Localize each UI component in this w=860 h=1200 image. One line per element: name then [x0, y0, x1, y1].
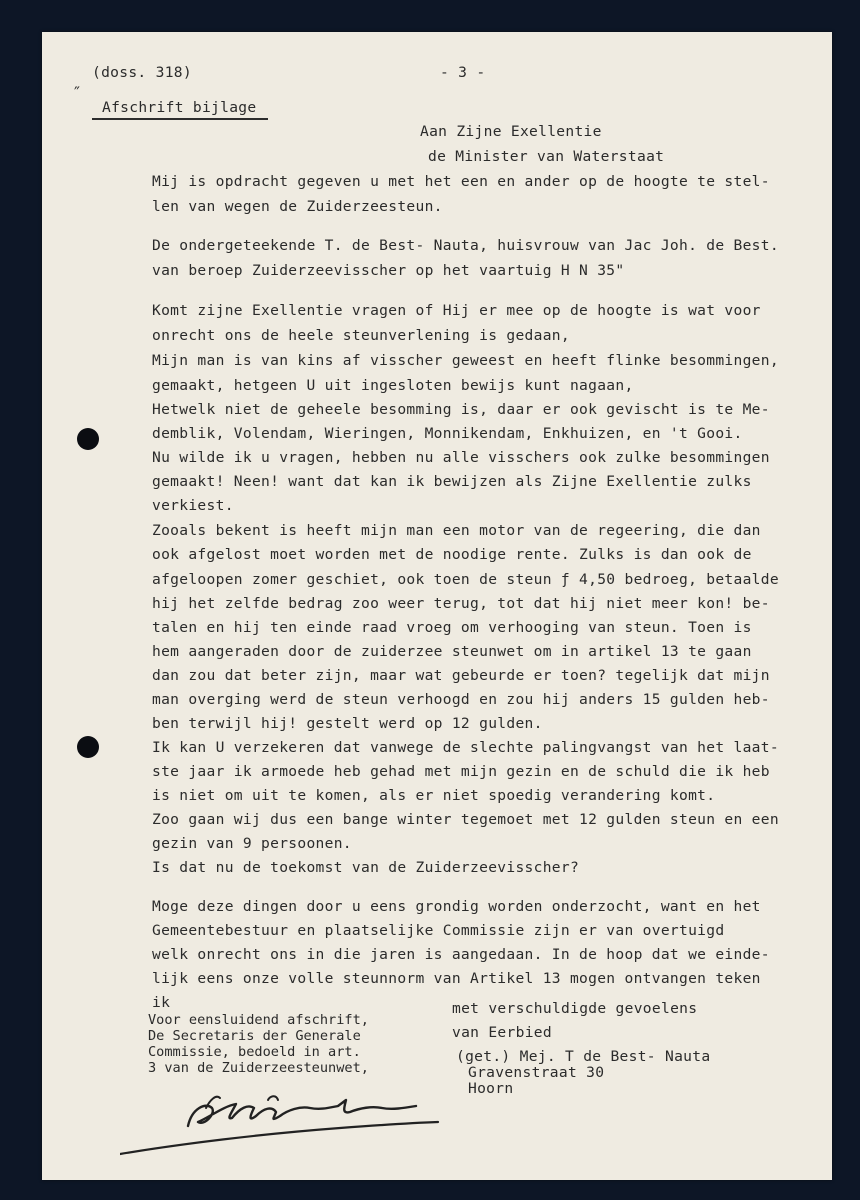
body-line: ste jaar ik armoede heb gehad met mijn gezin en de schuld die ik heb — [152, 763, 770, 780]
body-line: lijk eens onze volle steunnorm van Artikel 13 mogen ontvangen teken — [152, 970, 761, 987]
body-line: hij het zelfde bedrag zoo weer terug, tot dat hij niet meer kon! be- — [152, 595, 770, 612]
body-line: afgeloopen zomer geschiet, ook toen de steun ƒ 4,50 bedroeg, betaalde — [152, 571, 779, 588]
body-line: Mijn man is van kins af visscher geweest en heeft flinke besommingen, — [152, 352, 779, 369]
body-line: gemaakt, hetgeen U uit ingesloten bewijs kunt nagaan, — [152, 377, 634, 394]
body-line: talen en hij ten einde raad vroeg om verhooging van steun. Toen is — [152, 619, 752, 636]
body-line: onrecht ons de heele steunverlening is gedaan, — [152, 327, 570, 344]
closing-line-2: van Eerbied — [452, 1024, 552, 1041]
body-line: hem aangeraden door de zuiderzee steunwet om in artikel 13 te gaan — [152, 643, 752, 660]
body-line: gezin van 9 persoonen. — [152, 835, 352, 852]
certification-line-4: 3 van de Zuiderzeesteunwet, — [148, 1060, 369, 1076]
body-line: ook afgelost moet worden met de noodige rente. Zulks is dan ook de — [152, 546, 752, 563]
punch-hole-bottom — [77, 736, 99, 758]
body-line: Mij is opdracht gegeven u met het een en ander op de hoogte te stel- — [152, 173, 770, 190]
body-line: Ik kan U verzekeren dat vanwege de slechte palingvangst van het laat- — [152, 739, 779, 756]
body-line: Is dat nu de toekomst van de Zuiderzeevisscher? — [152, 859, 580, 876]
body-line: Nu wilde ik u vragen, hebben nu alle visschers ook zulke besommingen — [152, 449, 770, 466]
body-line: Hetwelk niet de geheele besomming is, daar er ook gevischt is te Me- — [152, 401, 770, 418]
punch-hole-top — [77, 428, 99, 450]
body-line: ben terwijl hij! gestelt werd op 12 gulden. — [152, 715, 543, 732]
title-underline — [92, 118, 268, 120]
certification-line-1: Voor eensluidend afschrift, — [148, 1012, 369, 1028]
body-line: Komt zijne Exellentie vragen of Hij er mee op de hoogte is wat voor — [152, 302, 761, 319]
body-line: Zoo gaan wij dus een bange winter tegemoet met 12 gulden steun en een — [152, 811, 779, 828]
file-reference: (doss. 318) — [92, 64, 192, 81]
handwritten-signature — [120, 1078, 450, 1168]
body-line: man overging werd de steun verhoogd en zou hij anders 15 gulden heb- — [152, 691, 770, 708]
body-line: van beroep Zuiderzeevisscher op het vaartuig H N 35" — [152, 262, 625, 279]
page-number: - 3 - — [440, 64, 486, 81]
address-line-1: Aan Zijne Exellentie — [420, 123, 602, 140]
body-line: verkiest. — [152, 497, 234, 514]
body-line: De ondergeteekende T. de Best- Nauta, huisvrouw van Jac Joh. de Best. — [152, 237, 779, 254]
body-line: gemaakt! Neen! want dat kan ik bewijzen als Zijne Exellentie zulks — [152, 473, 752, 490]
body-line: Moge deze dingen door u eens grondig worden onderzocht, want en het — [152, 898, 761, 915]
sender-street: Gravenstraat 30 — [468, 1064, 605, 1081]
closing-line-1: met verschuldigde gevoelens — [452, 1000, 698, 1017]
body-line: welk onrecht ons in die jaren is aangedaan. In de hoop dat we einde- — [152, 946, 770, 963]
body-line: is niet om uit te komen, als er niet spoedig verandering komt. — [152, 787, 716, 804]
body-line: len van wegen de Zuiderzeesteun. — [152, 198, 443, 215]
body-line: Zooals bekent is heeft mijn man een motor van de regeering, die dan — [152, 522, 761, 539]
handwritten-mark: ″ — [74, 83, 81, 102]
sender-city: Hoorn — [468, 1080, 514, 1097]
body-line: demblik, Volendam, Wieringen, Monnikendam, Enkhuizen, en 't Gooi. — [152, 425, 743, 442]
body-line: Gemeentebestuur en plaatselijke Commissie zijn er van overtuigd — [152, 922, 725, 939]
certification-line-2: De Secretaris der Generale — [148, 1028, 361, 1044]
sender-name: (get.) Mej. T de Best- Nauta — [456, 1048, 711, 1065]
certification-line-3: Commissie, bedoeld in art. — [148, 1044, 361, 1060]
address-line-2: de Minister van Waterstaat — [428, 148, 665, 165]
body-line: ik — [152, 994, 171, 1011]
document-title: Afschrift bijlage — [102, 99, 257, 116]
body-line: dan zou dat beter zijn, maar wat gebeurde er toen? tegelijk dat mijn — [152, 667, 770, 684]
